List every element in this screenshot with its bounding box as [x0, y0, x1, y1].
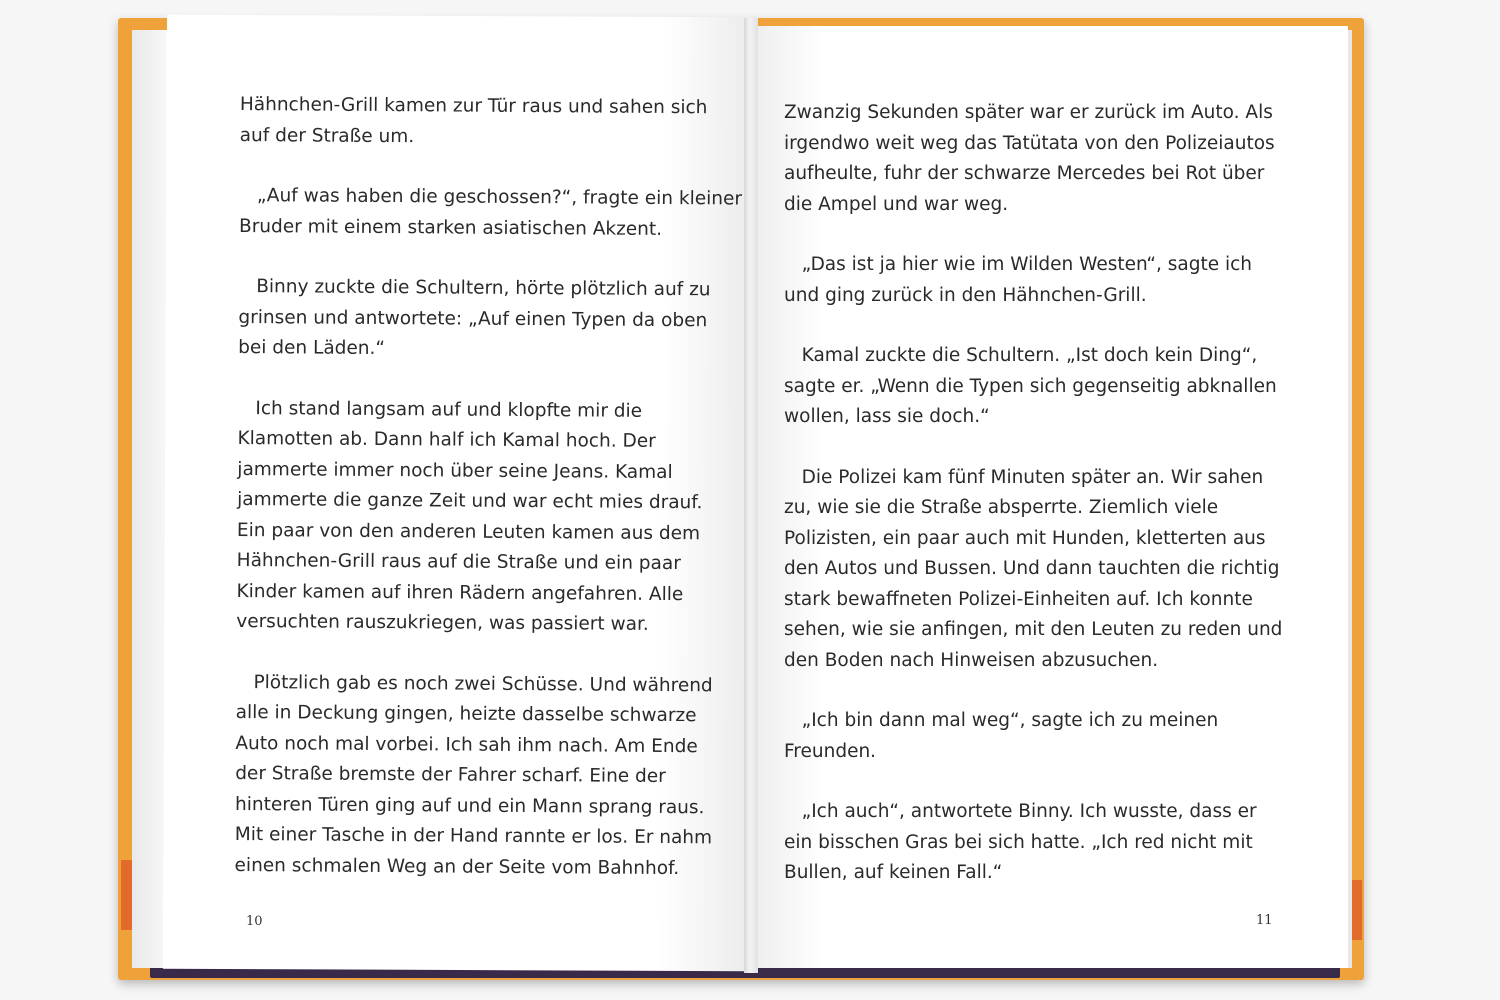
- paragraph: [240, 90, 730, 154]
- text-line: „Ich bin dann mal weg“, sagte ich zu meinen: [784, 710, 1219, 731]
- text-line: Hähnchen-Grill raus auf die Straße und ein paar: [236, 549, 681, 575]
- paragraph: [784, 341, 1294, 433]
- text-line: Plötzlich gab es noch zwei Schüsse. Und während: [235, 671, 713, 696]
- text-line: stark bewaffneten Polizei-Einheiten auf. Ich konnte: [784, 588, 1253, 610]
- text-line: den Autos und Bussen. Und dann tauchten die richtig: [784, 558, 1280, 579]
- text-line: jammerte die ganze Zeit und war echt mies drauf.: [237, 488, 703, 514]
- left-page-text: [234, 90, 743, 914]
- text-line: Ein paar von den anderen Leuten kamen aus dem: [236, 519, 701, 544]
- text-line: den Boden nach Hinweisen abzusuchen.: [784, 649, 1159, 671]
- text-line: aufheulte, fuhr der schwarze Mercedes bei Rot über: [784, 163, 1265, 184]
- book-gutter: [744, 18, 758, 973]
- text-line: auf der Straße um.: [239, 124, 415, 147]
- paragraph: [238, 181, 743, 245]
- paragraph: [238, 272, 729, 367]
- text-line: jammerte immer noch über seine Jeans. Kamal: [237, 458, 673, 483]
- paragraph: [784, 706, 1294, 767]
- text-line: Ich stand langsam auf und klopfte mir die: [237, 397, 643, 422]
- text-line: die Ampel und war weg.: [784, 193, 1009, 215]
- paragraph: [784, 250, 1294, 311]
- text-line: Binny zuckte die Schultern, hörte plötzlich auf zu: [238, 275, 711, 301]
- text-line: wollen, lass sie doch.“: [784, 406, 990, 427]
- text-line: sehen, wie sie anfingen, mit den Leuten zu reden und: [784, 619, 1283, 640]
- text-line: Bruder mit einem starken asiatischen Akzent.: [238, 215, 663, 240]
- right-page-text: [784, 98, 1294, 919]
- text-line: der Straße bremste der Fahrer scharf. Eine der: [235, 762, 666, 787]
- text-line: irgendwo weit weg das Tatütata von den Polizeiautos: [784, 132, 1275, 154]
- paragraph: [784, 463, 1294, 677]
- text-line: „Auf was haben die geschossen?“, fragte ein kleiner: [239, 184, 743, 210]
- text-line: grinsen und antwortete: „Auf einen Typen da oben: [238, 306, 708, 331]
- text-line: einen schmalen Weg an der Seite vom Bahnhof.: [234, 854, 680, 879]
- paragraph: [236, 393, 728, 640]
- text-line: Freunden.: [784, 740, 877, 762]
- paragraph: [784, 98, 1294, 220]
- text-line: Hähnchen-Grill kamen zur Tür raus und sahen sich: [239, 93, 708, 119]
- page-number-right: 11: [1256, 913, 1273, 928]
- text-line: zu, wie sie die Straße absperrte. Ziemlich viele: [784, 497, 1219, 518]
- text-line: und ging zurück in den Hähnchen-Grill.: [784, 284, 1147, 306]
- text-line: bei den Läden.“: [238, 336, 386, 360]
- text-line: Bullen, auf keinen Fall.“: [784, 862, 1003, 883]
- text-line: Zwanzig Sekunden später war er zurück im Auto. Als: [784, 102, 1273, 123]
- text-line: Die Polizei kam fünf Minuten später an. Wir sahen: [784, 466, 1264, 488]
- text-line: Polizisten, ein paar auch mit Hunden, kletterten aus: [784, 527, 1266, 549]
- text-line: Auto noch mal vorbei. Ich sah ihm nach. Am Ende: [235, 732, 698, 757]
- text-line: Klamotten ab. Dann half ich Kamal hoch. Der: [237, 427, 656, 452]
- paragraph: [234, 667, 725, 884]
- text-line: ein bisschen Gras bei sich hatte. „Ich red nicht mit: [784, 831, 1253, 853]
- text-line: hinteren Türen ging auf und ein Mann sprang raus.: [234, 793, 705, 818]
- text-line: Mit einer Tasche in der Hand rannte er los. Er nahm: [234, 823, 713, 849]
- text-line: versuchten rauszukriegen, was passiert war.: [236, 610, 649, 635]
- page-number-left: 10: [246, 914, 263, 929]
- text-line: „Ich auch“, antwortete Binny. Ich wusste, dass er: [784, 801, 1257, 822]
- text-line: sagte er. „Wenn die Typen sich gegenseitig abknallen: [784, 375, 1277, 397]
- text-line: Kamal zuckte die Schultern. „Ist doch kein Ding“,: [784, 345, 1258, 366]
- paragraph: [784, 797, 1294, 889]
- text-line: Kinder kamen auf ihren Rädern angefahren. Alle: [236, 580, 684, 605]
- text-line: „Das ist ja hier wie im Wilden Westen“, sagte ich: [784, 254, 1253, 275]
- text-line: alle in Deckung gingen, heizte dasselbe schwarze: [235, 701, 697, 727]
